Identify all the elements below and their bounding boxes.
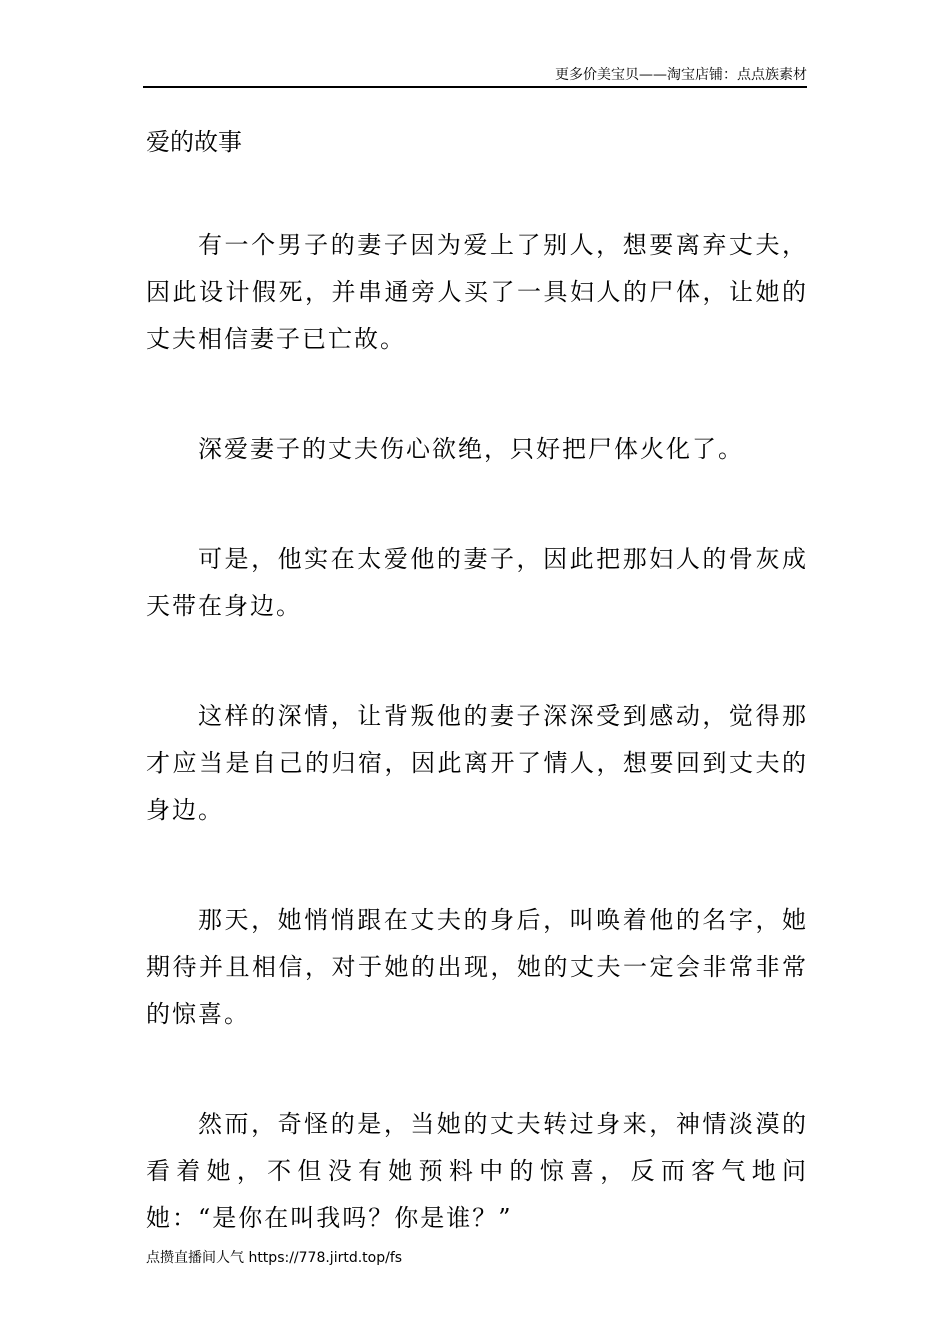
- footer-link-text: 点攒直播间人气 https://778.jirtd.top/fs: [146, 1250, 403, 1266]
- paragraph: 那天，她悄悄跟在丈夫的身后，叫唤着他的名字，她期待并且相信，对于她的出现，她的丈夫一定会非常非常的惊喜。: [146, 906, 808, 1028]
- paragraph: 可是，他实在太爱他的妻子，因此把那妇人的骨灰成天带在身边。: [146, 545, 808, 620]
- paragraph: 然而，奇怪的是，当她的丈夫转过身来，神情淡漠的看着她，不但没有她预料中的惊喜，反而客气地问她：“是你在叫我吗？你是谁？”: [146, 1110, 808, 1232]
- paragraph: 有一个男子的妻子因为爱上了别人，想要离弃丈夫，因此设计假死，并串通旁人买了一具妇人的尸体，让她的丈夫相信妻子已亡故。: [146, 231, 808, 353]
- header-divider: [143, 86, 807, 88]
- paragraph: 深爱妻子的丈夫伤心欲绝，只好把尸体火化了。: [198, 435, 744, 463]
- paragraph: 这样的深情，让背叛他的妻子深深受到感动，觉得那才应当是自己的归宿，因此离开了情人，想要回到丈夫的身边。: [146, 702, 808, 824]
- document-body: [146, 222, 808, 1305]
- document-title: 爱的故事: [146, 128, 242, 156]
- header-shop-text: 更多价美宝贝——淘宝店铺：点点族素材: [555, 67, 807, 83]
